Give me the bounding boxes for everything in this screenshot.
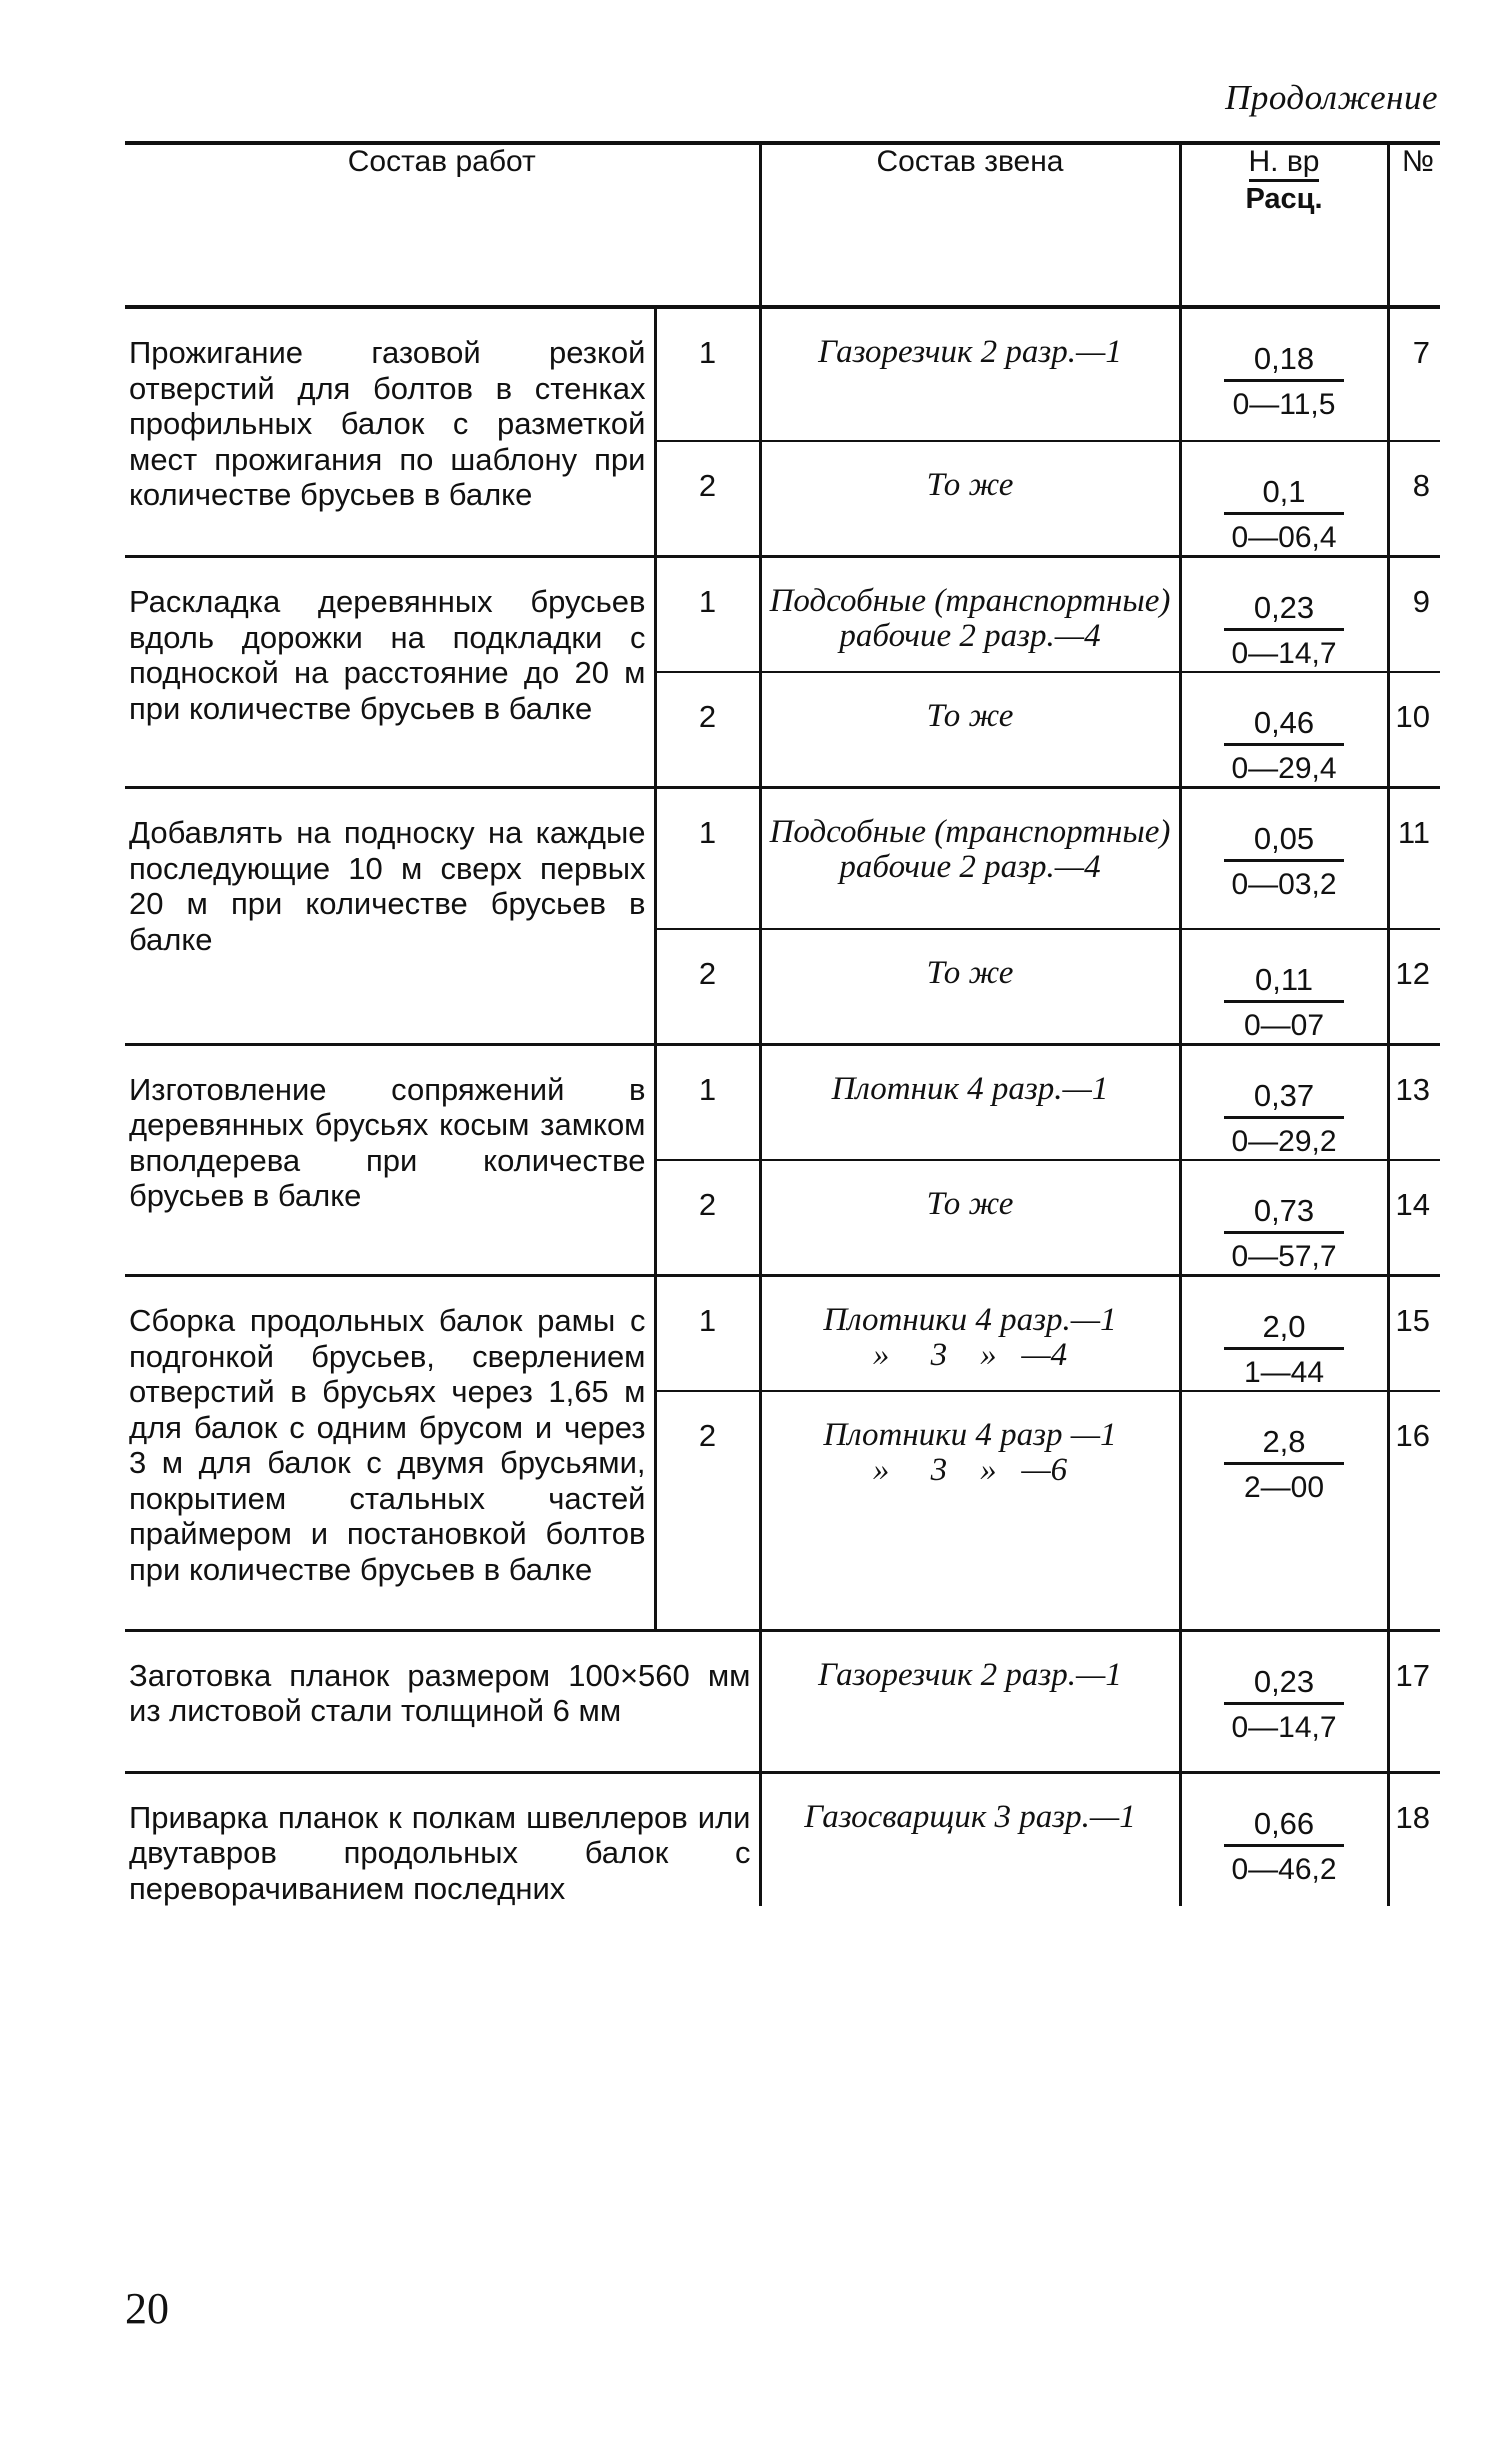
norm-cell <box>1180 672 1388 788</box>
header-rate: Расц. <box>1245 183 1323 215</box>
entry-number: 13 <box>1388 1044 1440 1160</box>
header-norm <box>1180 143 1388 307</box>
header-number: № <box>1388 143 1440 307</box>
crew-composition <box>760 1276 1180 1392</box>
crew-composition: Газорезчик 2 разр.—1 <box>760 1630 1180 1772</box>
norm-cell <box>1180 1630 1388 1772</box>
norm-cell <box>1180 788 1388 929</box>
crew-line-2: » 3 » —6 <box>872 1452 1068 1488</box>
norm-time: 0,66 <box>1224 1806 1344 1847</box>
page-number: 20 <box>125 2284 169 2333</box>
table-row <box>125 557 1440 673</box>
norm-cell <box>1180 1391 1388 1630</box>
crew-composition: Подсобные (транспортные) рабочие 2 разр.—4 <box>760 788 1180 929</box>
variant-number: 2 <box>655 441 760 557</box>
entry-number: 7 <box>1388 307 1440 441</box>
norm-time: 0,46 <box>1224 705 1344 746</box>
rate-value: 0—07 <box>1243 1008 1325 1042</box>
norm-cell <box>1180 1044 1388 1160</box>
crew-composition: Газосварщик 3 разр.—1 <box>760 1772 1180 1906</box>
work-description: Заготовка планок размером 100×560 мм из листовой стали толщиной 6 мм <box>125 1630 760 1772</box>
entry-number: 15 <box>1388 1276 1440 1392</box>
header-crew: Состав звена <box>760 143 1180 307</box>
table-row <box>125 1276 1440 1392</box>
crew-line-1: Плотники 4 разр —1 <box>823 1417 1117 1453</box>
norm-time: 0,05 <box>1224 821 1344 862</box>
rate-value: 0—06,4 <box>1231 521 1337 554</box>
crew-composition: Плотник 4 разр.—1 <box>760 1044 1180 1160</box>
norm-time: 0,18 <box>1224 341 1344 382</box>
work-description: Приварка планок к полкам швеллеров или двутавров продольных балок с переворачиванием последних <box>125 1772 760 1906</box>
norm-time: 0,23 <box>1224 1664 1344 1705</box>
norm-cell <box>1180 307 1388 441</box>
norm-time: 2,8 <box>1224 1424 1344 1465</box>
norm-cell <box>1180 557 1388 673</box>
work-description: Прожигание газовой резкой отверстий для болтов в стенках профильных балок с разметкой мест прожигания по шаблону при количестве брусьев в балке <box>125 307 655 557</box>
work-description: Изготовление сопряжений в деревянных брусьях косым замком вполдерева при количестве брусьев в балке <box>125 1044 655 1276</box>
crew-composition: То же <box>760 929 1180 1045</box>
norm-cell <box>1180 1772 1388 1906</box>
rate-value: 1—44 <box>1243 1356 1325 1389</box>
table-row <box>125 1772 1440 1906</box>
variant-number: 1 <box>655 307 760 441</box>
crew-composition: Газорезчик 2 разр.—1 <box>760 307 1180 441</box>
entry-number: 8 <box>1388 441 1440 557</box>
variant-number: 1 <box>655 1044 760 1160</box>
entry-number: 10 <box>1388 672 1440 788</box>
variant-number: 1 <box>655 557 760 673</box>
norm-time: 0,11 <box>1224 962 1344 1003</box>
crew-composition: То же <box>760 672 1180 788</box>
crew-composition: То же <box>760 1160 1180 1276</box>
table-header-row <box>125 143 1440 307</box>
crew-composition: То же <box>760 441 1180 557</box>
table-row <box>125 307 1440 441</box>
rate-value: 0—14,7 <box>1231 1710 1337 1744</box>
crew-line-1: Плотники 4 разр.—1 <box>823 1302 1117 1338</box>
crew-composition <box>760 1391 1180 1630</box>
work-description: Раскладка деревянных брусьев вдоль дорожки на подкладки с подноской на расстояние до 20 м при количестве брусьев в балке <box>125 557 655 788</box>
work-description: Добавлять на подноску на каждые последующие 10 м сверх первых 20 м при количестве брусьев в балке <box>125 788 655 1045</box>
entry-number: 18 <box>1388 1772 1440 1906</box>
norm-time: 2,0 <box>1224 1309 1344 1350</box>
table-row <box>125 1630 1440 1772</box>
entry-number: 16 <box>1388 1391 1440 1630</box>
rate-value: 0—03,2 <box>1231 868 1337 901</box>
crew-composition: Подсобные (транспортные) рабочие 2 разр.—4 <box>760 557 1180 673</box>
variant-number: 1 <box>655 788 760 929</box>
variant-number: 2 <box>655 1391 760 1630</box>
crew-line-2: » 3 » —4 <box>872 1337 1068 1373</box>
norm-time: 0,73 <box>1224 1193 1344 1234</box>
variant-number: 1 <box>655 1276 760 1392</box>
entry-number: 12 <box>1388 929 1440 1045</box>
norm-cell <box>1180 441 1388 557</box>
rate-value: 2—00 <box>1243 1471 1325 1504</box>
rate-value: 0—11,5 <box>1232 388 1336 421</box>
rate-value: 0—29,2 <box>1231 1124 1337 1158</box>
work-description: Сборка продольных балок рамы с подгонкой брусьев, сверлением отверстий в брусьях через 1,65 м для балок с одним брусом и через 3 м для балок с двумя брусьями, покрытием стальных частей праймером и постановкой болтов при количестве брусьев в балке <box>125 1276 655 1631</box>
rate-value: 0—14,7 <box>1231 637 1337 670</box>
norm-cell <box>1180 1276 1388 1392</box>
entry-number: 14 <box>1388 1160 1440 1276</box>
norm-cell <box>1180 1160 1388 1276</box>
variant-number: 2 <box>655 1160 760 1276</box>
rate-value: 0—57,7 <box>1231 1239 1337 1273</box>
rate-value: 0—46,2 <box>1231 1852 1337 1886</box>
table-row <box>125 788 1440 929</box>
entry-number: 11 <box>1388 788 1440 929</box>
norm-time: 0,1 <box>1224 474 1344 515</box>
variant-number: 2 <box>655 929 760 1045</box>
rate-value: 0—29,4 <box>1231 752 1337 785</box>
variant-number: 2 <box>655 672 760 788</box>
norm-time: 0,23 <box>1224 590 1344 631</box>
table-row <box>125 1044 1440 1160</box>
entry-number: 9 <box>1388 557 1440 673</box>
header-work: Состав работ <box>125 143 760 307</box>
entry-number: 17 <box>1388 1630 1440 1772</box>
norm-cell <box>1180 929 1388 1045</box>
norm-time: 0,37 <box>1224 1078 1344 1119</box>
header-norm-time: Н. вр <box>1249 145 1320 182</box>
continuation-label: Продолжение <box>1225 78 1438 117</box>
norms-table <box>125 141 1440 1906</box>
